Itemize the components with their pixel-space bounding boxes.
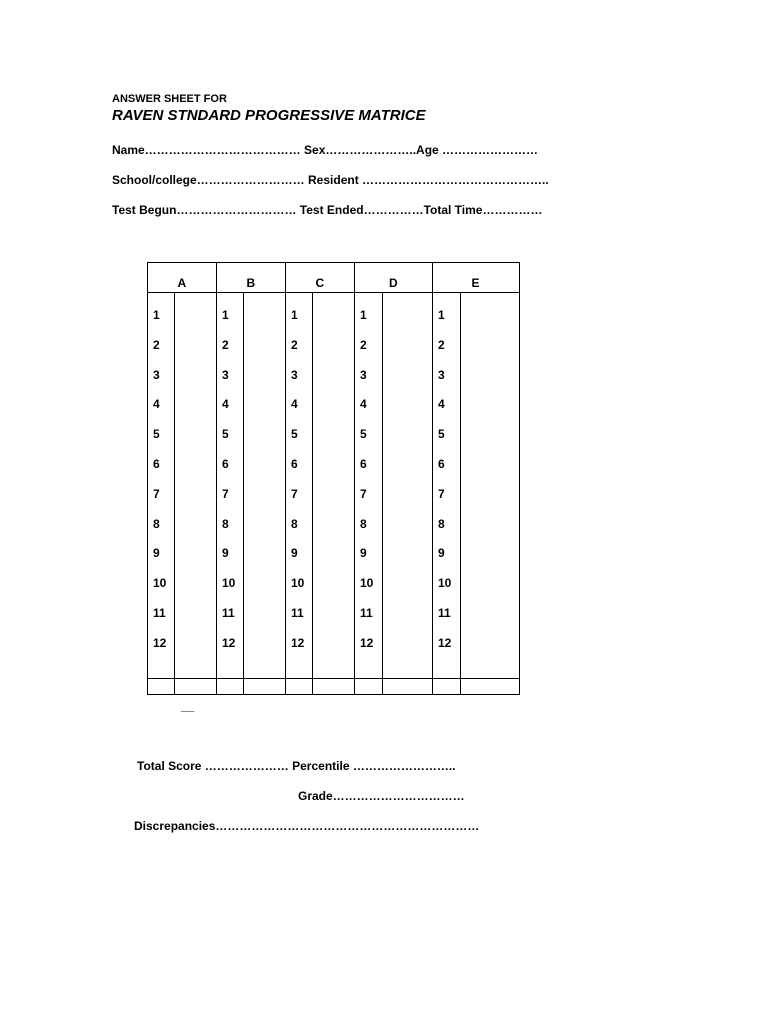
question-number: 5 [153, 427, 160, 442]
question-number: 6 [222, 457, 229, 471]
question-number: 9 [222, 546, 229, 561]
question-number: 7 [438, 486, 445, 501]
question-number: 4 [360, 397, 367, 412]
answer-grid [147, 262, 519, 694]
question-number: 11 [360, 606, 373, 620]
grid-answer-separator [312, 292, 313, 694]
question-number: 9 [291, 546, 298, 561]
question-number: 7 [360, 486, 367, 501]
question-number: 1 [291, 308, 298, 322]
question-number: 9 [153, 546, 160, 561]
question-number: 7 [222, 486, 229, 501]
question-number: 10 [360, 576, 374, 591]
question-number: 8 [222, 516, 229, 531]
question-number: 1 [438, 308, 445, 322]
question-number: 8 [360, 516, 367, 531]
grid-answer-separator [174, 292, 175, 694]
grid-top-border [147, 262, 519, 263]
question-number: 4 [438, 397, 445, 412]
question-number: 9 [360, 546, 367, 561]
question-number: 10 [153, 576, 167, 591]
grid-answer-separator [460, 292, 461, 694]
question-number: 8 [153, 516, 160, 531]
grade-line: Grade…………………………… [298, 789, 465, 803]
grid-column-border [519, 262, 520, 694]
question-number: 1 [153, 308, 160, 322]
question-number: 4 [291, 397, 298, 412]
question-number: 2 [438, 337, 445, 352]
sheet-title: RAVEN STNDARD PROGRESSIVE MATRICE [112, 107, 426, 124]
question-number: 8 [438, 516, 445, 531]
grid-header-divider [147, 292, 519, 293]
question-number: 3 [291, 367, 298, 382]
grid-score-row-divider [147, 678, 519, 679]
total-score-line: Total Score ………………… Percentile …………………….. [137, 759, 456, 773]
sheet-subtitle: ANSWER SHEET FOR [112, 93, 227, 105]
test-time-line: Test Begun………………………… Test Ended……………Total Time…………… [112, 203, 543, 217]
question-number: 12 [153, 635, 167, 650]
question-number: 1 [360, 308, 367, 322]
question-number: 3 [222, 367, 229, 382]
grid-column-border [147, 262, 148, 694]
dash-mark: __ [181, 699, 195, 713]
grid-column-border [432, 262, 433, 694]
question-number: 11 [438, 606, 451, 620]
question-number: 6 [438, 457, 445, 471]
question-number: 6 [153, 457, 160, 471]
question-number: 5 [360, 427, 367, 442]
column-header-a: A [177, 276, 187, 290]
question-number: 5 [438, 427, 445, 442]
question-number: 2 [153, 337, 160, 352]
question-number: 5 [222, 427, 229, 442]
question-number: 7 [153, 486, 160, 501]
question-number: 9 [438, 546, 445, 561]
grid-column-border [354, 262, 355, 694]
question-number: 11 [222, 606, 235, 620]
grid-answer-separator [382, 292, 383, 694]
question-number: 1 [222, 308, 229, 322]
grid-column-border [216, 262, 217, 694]
question-number: 3 [153, 367, 160, 382]
column-header-c: C [315, 276, 325, 290]
question-number: 10 [438, 576, 452, 591]
grid-answer-separator [243, 292, 244, 694]
question-number: 3 [360, 367, 367, 382]
discrepancies-line: Discrepancies………………………………………………………… [134, 819, 480, 833]
question-number: 6 [360, 457, 367, 471]
question-number: 7 [291, 486, 298, 501]
question-number: 10 [291, 576, 305, 591]
question-number: 2 [222, 337, 229, 352]
question-number: 12 [438, 635, 452, 650]
question-number: 2 [360, 337, 367, 352]
column-header-e: E [471, 276, 480, 290]
column-header-b: B [246, 276, 256, 290]
question-number: 12 [222, 635, 236, 650]
column-header-d: D [389, 276, 398, 290]
grid-bottom-border [147, 694, 520, 695]
question-number: 11 [153, 606, 166, 620]
grid-column-border [285, 262, 286, 694]
question-number: 4 [153, 397, 160, 412]
question-number: 6 [291, 457, 298, 471]
question-number: 12 [360, 635, 374, 650]
question-number: 11 [291, 606, 304, 620]
question-number: 5 [291, 427, 298, 442]
question-number: 2 [291, 337, 298, 352]
question-number: 12 [291, 635, 305, 650]
question-number: 10 [222, 576, 236, 591]
school-resident-line: School/college……………………… Resident ……………………………………….. [112, 173, 549, 187]
question-number: 4 [222, 397, 229, 412]
question-number: 3 [438, 367, 445, 382]
question-number: 8 [291, 516, 298, 531]
name-sex-age-line: Name………………………………… Sex…………………..Age …………………… [112, 143, 539, 157]
